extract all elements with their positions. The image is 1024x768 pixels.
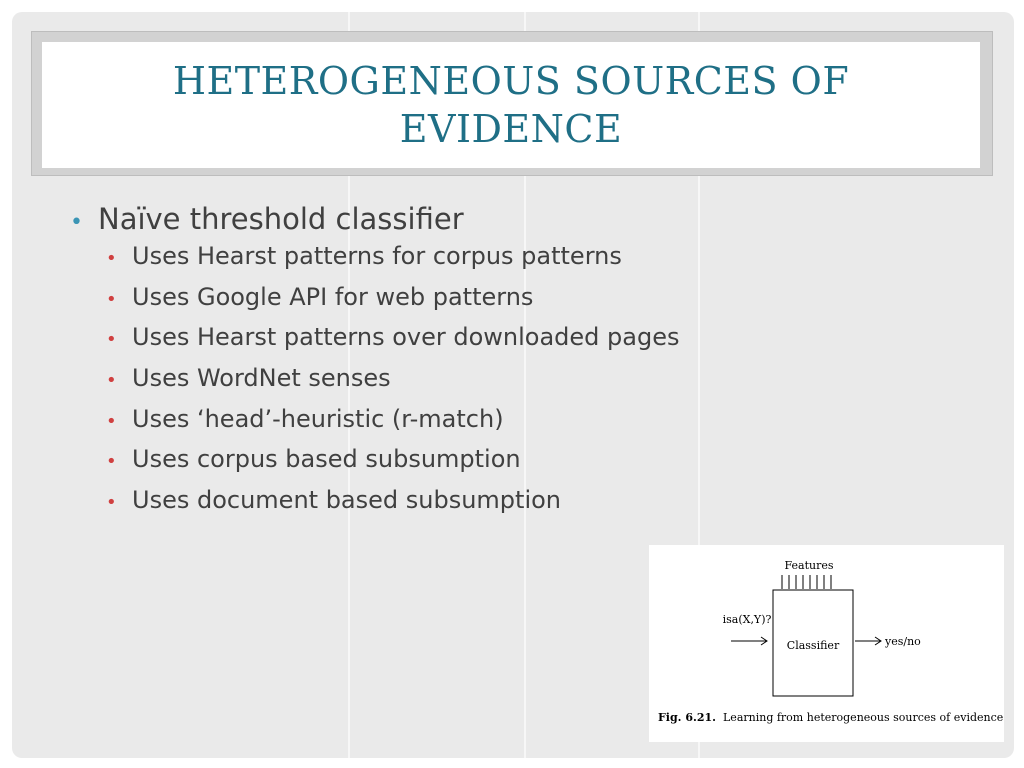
- bullet-icon: •: [106, 492, 117, 514]
- sub-bullet-item: [106, 242, 830, 283]
- title-box: [42, 42, 980, 168]
- caption-number: Fig. 6.21.: [658, 711, 716, 724]
- bullet-icon: •: [106, 370, 117, 392]
- sub-bullet-text: Uses Hearst patterns for corpus patterns: [132, 242, 622, 270]
- output-label: yes/no: [885, 635, 921, 648]
- bullet-icon: •: [70, 210, 83, 235]
- sub-bullet-text: Uses Google API for web patterns: [132, 282, 534, 311]
- caption-text: Learning from heterogeneous sources of evidence: [723, 711, 1004, 724]
- bullet-icon: •: [106, 248, 117, 269]
- sub-bullet-text: Uses WordNet senses: [132, 364, 391, 393]
- bullet-icon: •: [106, 329, 117, 351]
- classifier-diagram: [649, 545, 1004, 742]
- slide-body: [70, 202, 830, 527]
- input-label: isa(X,Y)?: [722, 613, 772, 626]
- classifier-label: Classifier: [786, 639, 840, 652]
- sub-bullet-item: [106, 364, 830, 405]
- sub-bullet-text: Uses corpus based subsumption: [132, 445, 521, 474]
- slide-title: HETEROGENEOUS SOURCES OF EVIDENCE: [172, 59, 850, 151]
- sub-bullet-text: Uses document based subsumption: [132, 486, 562, 515]
- bullet-item: [70, 202, 830, 236]
- bullet-icon: •: [106, 288, 117, 310]
- sub-bullet-text: Uses Hearst patterns over downloaded pages: [132, 323, 680, 352]
- features-label: Features: [784, 559, 834, 572]
- slide: [12, 12, 1014, 758]
- sub-bullet-item: [106, 405, 830, 446]
- sub-bullet-text: Uses ‘head’-heuristic (r-match): [132, 404, 504, 433]
- sub-bullet-item: [106, 283, 830, 324]
- bullet-icon: •: [106, 451, 117, 473]
- sub-bullet-item: [106, 486, 830, 527]
- feature-arrows: [782, 575, 831, 589]
- classifier-figure: [649, 545, 1004, 742]
- bullet-icon: •: [106, 410, 117, 432]
- sub-bullet-item: [106, 445, 830, 486]
- sub-bullet-item: [106, 323, 830, 364]
- bullet-text: Naïve threshold classifier: [98, 202, 464, 236]
- sub-bullet-list: [70, 242, 830, 527]
